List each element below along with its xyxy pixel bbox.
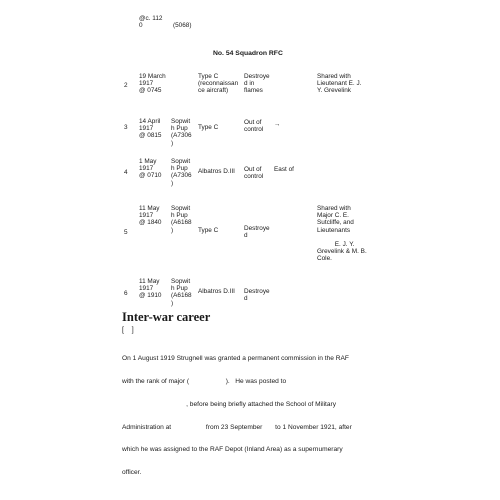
date-cell: 11 May 1917 @ 1840 [139,205,162,227]
foe-cell: Type C [198,227,219,234]
squadron-header: No. 54 Squadron RFC [213,50,283,57]
date-cell: 19 March 1917 @ 0745 [139,73,166,95]
edit-link[interactable]: [ ] [122,327,134,334]
notes-cell: Shared with Lieutenant E. J. Y. Grevelink [317,73,362,95]
paragraph-line: On 1 August 1919 Strugnell was granted a permanent commission in the RAF [122,355,349,363]
aircraft-cell: Sopwit h Pup (A7306 ) [171,158,192,187]
victory-number: 6 [124,290,128,297]
location-cell: → [274,121,281,128]
top-fragment-ref: (5068) [173,22,192,29]
aircraft-cell: Sopwit h Pup (A7306 ) [171,118,192,147]
result-cell: Destroye d [244,225,270,240]
foe-cell: Albatros D.III [198,168,235,175]
top-fragment-date: @c. 112 0 [139,15,163,30]
paragraph-line: with the rank of major ( ). He was posted to [122,377,287,385]
date-cell: 14 April 1917 @ 0815 [139,118,162,140]
notes-cell: Shared with Major C. E. Sutcliffe, and Lieutenants E. J. Y. Grevelink & M. B. Cole. [317,205,367,263]
result-cell: Destroye d [244,288,270,303]
inter-war-paragraph [122,340,352,492]
foe-cell: Albatros D.III [198,288,235,295]
victory-number: 3 [124,124,128,131]
foe-cell: Type C [198,124,219,131]
result-cell: Out of control [244,166,264,181]
paragraph-line: which he was assigned to the RAF Depot (Inland Area) as a supernumerary [122,446,343,454]
paragraph-line: Administration at from 23 September to 1 November 1921, after [122,423,352,431]
result-cell: Destroye d in flames [244,73,270,95]
result-cell: Out of control [244,119,264,134]
date-cell: 11 May 1917 @ 1910 [139,278,162,300]
section-title: Inter-war career [122,310,211,324]
location-cell: East of [274,166,294,173]
date-cell: 1 May 1917 @ 0710 [139,158,162,180]
victory-number: 5 [124,229,128,236]
aircraft-cell: Sopwit h Pup (A6168 ) [171,205,192,234]
victory-number: 4 [124,169,128,176]
paragraph-line: , before being briefly attached the School of Military [122,400,337,408]
foe-cell: Type C (reconnaissan ce aircraft) [198,73,239,95]
paragraph-line: officer. [122,469,142,477]
victory-number: 2 [124,82,128,89]
aircraft-cell: Sopwit h Pup (A6168 ) [171,278,192,307]
